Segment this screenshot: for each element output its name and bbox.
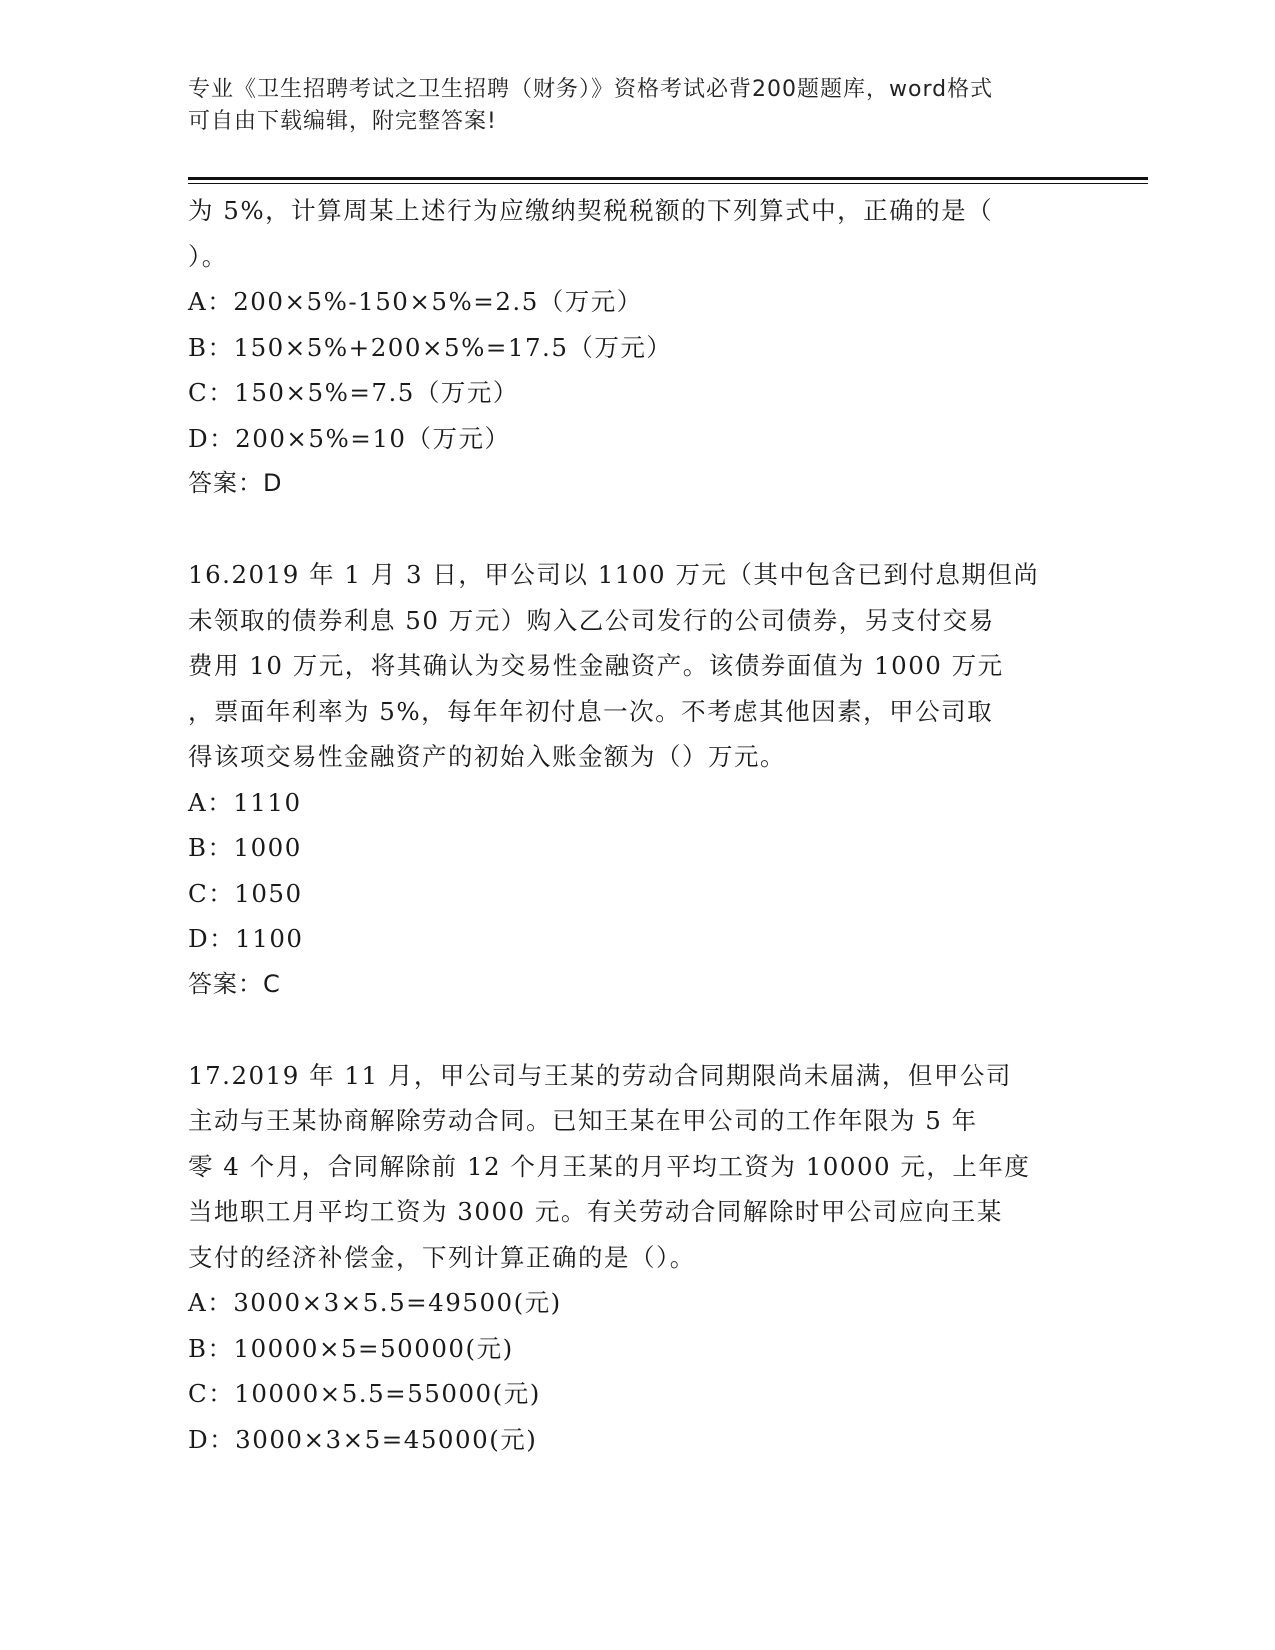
question-stem-line: 费用 10 万元，将其确认为交易性金融资产。该债券面值为 1000 万元 xyxy=(188,651,1004,680)
option-a: A：1110 xyxy=(188,787,302,817)
question-list xyxy=(188,188,1088,1462)
header-divider-thick xyxy=(188,177,1148,180)
question-stem-line: ）。 xyxy=(188,241,228,271)
option-c: C：1050 xyxy=(188,878,303,908)
answer: 答案：C xyxy=(188,969,281,998)
option-c: C：10000×5.5=55000(元) xyxy=(188,1379,541,1408)
question-15 xyxy=(188,188,1088,507)
question-stem-line: 未领取的债券利息 50 万元）购入乙公司发行的公司债券，另支付交易 xyxy=(188,605,995,635)
question-17 xyxy=(188,1053,1088,1463)
option-c: C：150×5%=7.5（万元） xyxy=(188,378,519,407)
question-stem-line: 当地职工月平均工资为 3000 元。有关劳动合同解除时甲公司应向王某 xyxy=(188,1197,1003,1226)
spacer xyxy=(188,1007,1088,1053)
header-title-line-1: 专业《卫生招聘考试之卫生招聘（财务）》资格考试必背200题题库，word格式 xyxy=(188,77,994,102)
question-stem-line: 为 5%，计算周某上述行为应缴纳契税税额的下列算式中，正确的是（ xyxy=(188,196,994,225)
page-header xyxy=(188,74,1088,138)
option-d: D：3000×3×5=45000(元) xyxy=(188,1424,538,1454)
question-stem-line: 得该项交易性金融资产的初始入账金额为（）万元。 xyxy=(188,742,786,771)
answer: 答案：D xyxy=(188,469,283,497)
option-b: B：1000 xyxy=(188,833,302,862)
option-a: A：3000×3×5.5=49500(元) xyxy=(188,1288,562,1317)
option-d: D：200×5%=10（万元） xyxy=(188,423,511,453)
question-stem-line: 零 4 个月，合同解除前 12 个月王某的月平均工资为 10000 元，上年度 xyxy=(188,1151,1031,1181)
spacer xyxy=(188,507,1088,553)
option-a: A：200×5%-150×5%=2.5（万元） xyxy=(188,287,643,316)
header-divider-thin xyxy=(188,183,1148,184)
question-stem-line: ，票面年利率为 5%，每年年初付息一次。不考虑其他因素，甲公司取 xyxy=(188,696,994,726)
question-stem-line: 16.2019 年 1 月 3 日，甲公司以 1100 万元（其中包含已到付息期但尚 xyxy=(188,560,1040,589)
question-stem-line: 主动与王某协商解除劳动合同。已知王某在甲公司的工作年限为 5 年 xyxy=(188,1106,978,1135)
option-d: D：1100 xyxy=(188,924,304,953)
question-16 xyxy=(188,552,1088,1007)
header-title-line-2: 可自由下载编辑，附完整答案! xyxy=(188,109,497,134)
question-stem-line: 支付的经济补偿金，下列计算正确的是（）。 xyxy=(188,1242,696,1272)
option-b: B：150×5%+200×5%=17.5（万元） xyxy=(188,332,673,362)
question-stem-line: 17.2019 年 11 月，甲公司与王某的劳动合同期限尚未届满，但甲公司 xyxy=(188,1060,1012,1090)
option-b: B：10000×5=50000(元) xyxy=(188,1333,514,1363)
